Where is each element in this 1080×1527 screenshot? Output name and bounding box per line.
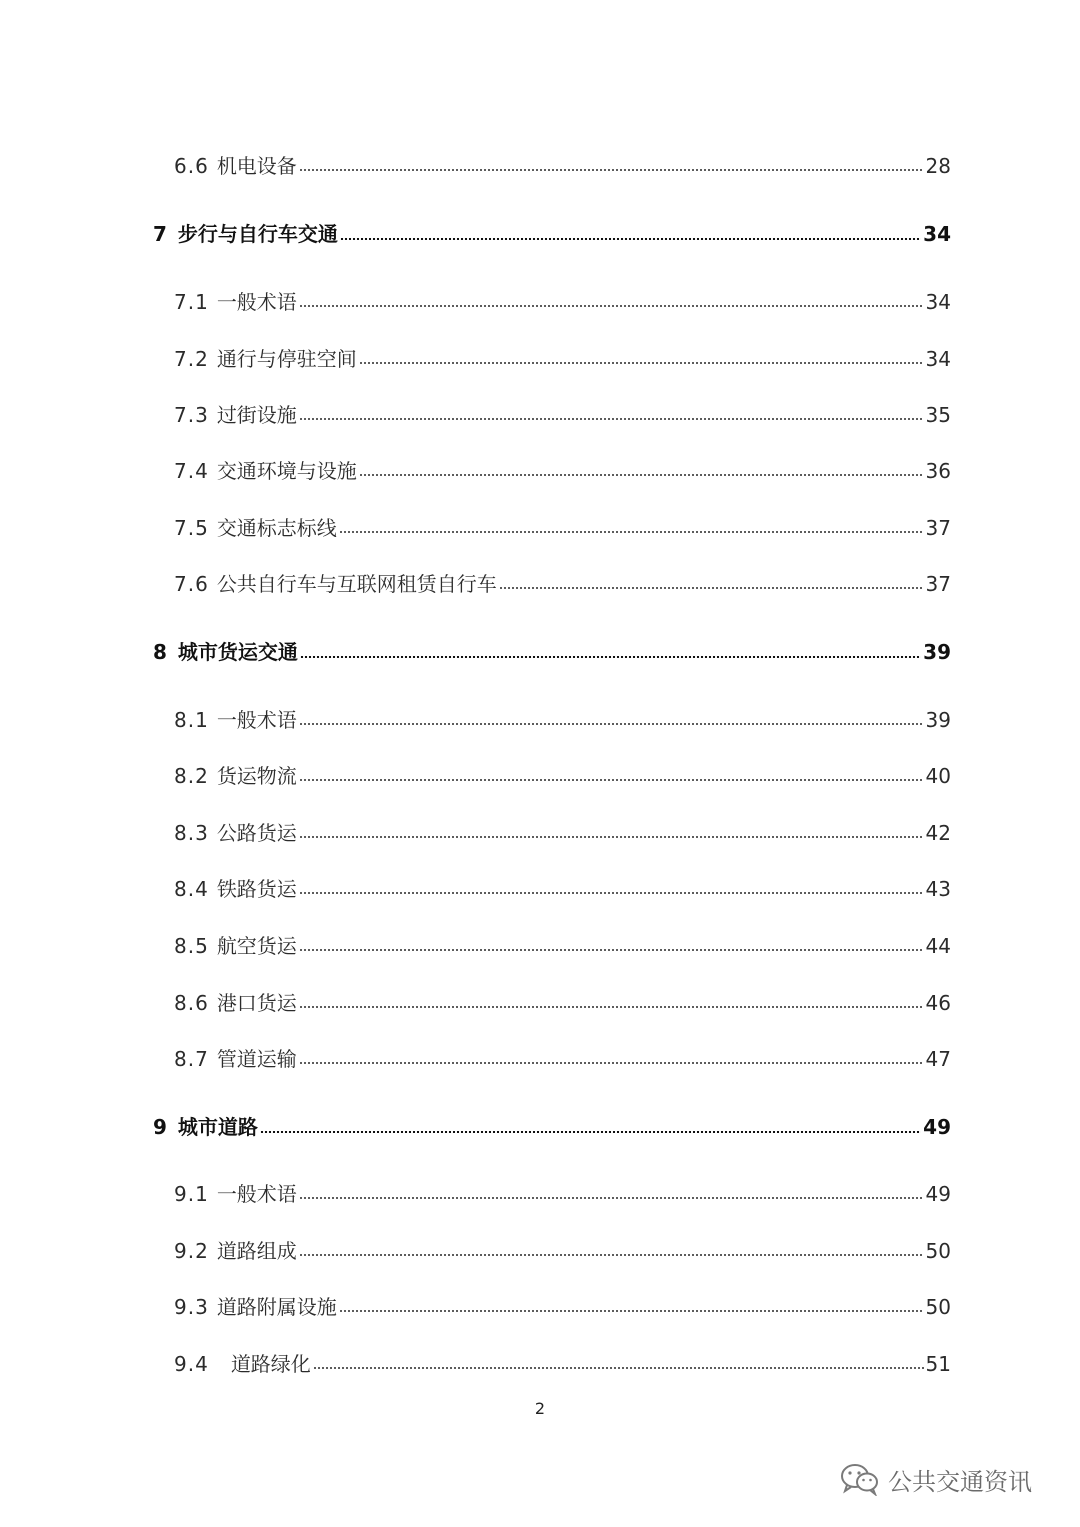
toc-dot-leader (299, 1006, 924, 1008)
toc-entry-number: 8.1 (174, 708, 209, 732)
toc-dot-leader (299, 836, 924, 838)
toc-entry-label (174, 993, 297, 1013)
toc-entry-label (174, 1354, 311, 1374)
toc-dot-leader (299, 949, 924, 951)
toc-entry-title: 货运物流 (216, 764, 297, 788)
toc-entry-page: 44 (925, 934, 951, 958)
watermark-text: 公共交通资讯 (888, 1467, 1032, 1496)
toc-entry-page: 36 (925, 459, 951, 483)
toc-entry-label (174, 292, 297, 312)
toc-entry-page: 34 (923, 222, 951, 246)
toc-entry-label (174, 879, 297, 899)
toc-section-row[interactable] (174, 1231, 951, 1261)
toc-section-row[interactable] (174, 508, 951, 538)
toc-entry-page: 34 (925, 347, 951, 371)
toc-dot-leader (313, 1367, 924, 1369)
toc-section-row[interactable] (174, 339, 951, 369)
toc-entry-page: 51 (925, 1352, 951, 1376)
toc-dot-leader (299, 779, 924, 781)
toc-dot-leader (499, 587, 924, 589)
toc-entry-number: 9.1 (174, 1182, 209, 1206)
toc-entry-title: 通行与停驻空间 (216, 347, 357, 371)
toc-entry-title: 公共自行车与互联网租赁自行车 (216, 572, 497, 596)
toc-entry-page: 40 (925, 764, 951, 788)
toc-section-row[interactable] (174, 282, 951, 312)
toc-entry-title: 道路绿化 (230, 1352, 311, 1376)
toc-section-row[interactable] (174, 1174, 951, 1204)
toc-section-row[interactable] (174, 1344, 951, 1374)
toc-entry-title: 机电设备 (216, 154, 297, 178)
toc-section-row[interactable] (174, 451, 951, 481)
toc-entry-title: 港口货运 (216, 991, 297, 1015)
toc-entry-number: 7.6 (174, 572, 209, 596)
toc-entry-page: 49 (925, 1182, 951, 1206)
toc-dot-leader (359, 362, 924, 364)
toc-entry-number: 9.2 (174, 1239, 209, 1263)
toc-entry-title: 城市道路 (177, 1115, 258, 1139)
toc-entry-label (174, 156, 297, 176)
toc-entry-number: 8 (153, 640, 168, 664)
toc-dot-leader (339, 531, 924, 533)
toc-entry-number: 8.5 (174, 934, 209, 958)
toc-entry-page: 37 (925, 572, 951, 596)
toc-entry-label (174, 574, 497, 594)
toc-entry-page: 39 (925, 708, 951, 732)
toc-entry-label (174, 461, 357, 481)
toc-entry-title: 公路货运 (216, 821, 297, 845)
toc-section-row[interactable] (174, 756, 951, 786)
toc-entry-label (153, 224, 338, 244)
toc-dot-leader (299, 169, 924, 171)
toc-dot-leader (299, 418, 924, 420)
toc-entry-title: 交通标志标线 (216, 516, 337, 540)
toc-entry-number: 7.1 (174, 290, 209, 314)
toc-entry-label (174, 405, 297, 425)
toc-entry-page: 43 (925, 877, 951, 901)
toc-entry-title: 航空货运 (216, 934, 297, 958)
page-number: 2 (534, 1399, 546, 1418)
toc-entry-title: 一般术语 (216, 1182, 297, 1206)
toc-dot-leader (300, 655, 921, 658)
toc-entry-number: 7.2 (174, 347, 209, 371)
toc-entry-title: 步行与自行车交通 (177, 222, 338, 246)
toc-entry-title: 铁路货运 (216, 877, 297, 901)
toc-entry-number: 9 (153, 1115, 168, 1139)
toc-entry-title: 过街设施 (216, 403, 297, 427)
toc-section-row[interactable] (174, 983, 951, 1013)
toc-entry-title: 城市货运交通 (177, 640, 298, 664)
toc-entry-label (153, 642, 298, 662)
watermark (840, 1459, 1032, 1499)
toc-section-row[interactable] (174, 926, 951, 956)
toc-section-row[interactable] (174, 869, 951, 899)
toc-entry-page: 42 (925, 821, 951, 845)
toc-entry-label (174, 518, 337, 538)
toc-entry-page: 47 (925, 1047, 951, 1071)
toc-entry-number: 9.3 (174, 1295, 209, 1319)
toc-dot-leader (299, 1197, 924, 1199)
toc-entry-label (174, 1297, 337, 1317)
toc-entry-number: 6.6 (174, 154, 209, 178)
toc-entry-title: 道路组成 (216, 1239, 297, 1263)
toc-section-row[interactable] (174, 1039, 951, 1069)
toc-section-row[interactable] (174, 146, 951, 176)
toc-entry-label (174, 936, 297, 956)
toc-dot-leader (260, 1130, 921, 1133)
toc-entry-title: 管道运输 (216, 1047, 297, 1071)
toc-entry-page: 50 (925, 1295, 951, 1319)
toc-entry-number: 7.4 (174, 459, 209, 483)
toc-chapter-row[interactable] (153, 1107, 951, 1137)
toc-entry-number: 8.3 (174, 821, 209, 845)
toc-entry-page: 34 (925, 290, 951, 314)
toc-entry-page: 39 (923, 640, 951, 664)
toc-entry-title: 道路附属设施 (216, 1295, 337, 1319)
toc-entry-label (174, 1184, 297, 1204)
toc-dot-leader (299, 723, 924, 725)
toc-entry-label (174, 1049, 297, 1069)
toc-section-row[interactable] (174, 395, 951, 425)
toc-entry-label (174, 349, 357, 369)
toc-entry-label (174, 823, 297, 843)
toc-entry-title: 一般术语 (216, 290, 297, 314)
toc-entry-number: 8.7 (174, 1047, 209, 1071)
toc-dot-leader (299, 892, 924, 894)
toc-dot-leader (299, 1062, 924, 1064)
toc-entry-number: 7 (153, 222, 168, 246)
toc-dot-leader (340, 237, 921, 240)
toc-chapter-row[interactable] (153, 214, 951, 244)
toc-dot-leader (359, 474, 924, 476)
wechat-icon (840, 1462, 880, 1496)
toc-entry-number: 8.2 (174, 764, 209, 788)
toc-entry-page: 37 (925, 516, 951, 540)
toc-chapter-row[interactable] (153, 632, 951, 662)
toc-section-row[interactable] (174, 813, 951, 843)
toc-entry-page: 28 (925, 154, 951, 178)
toc-section-row[interactable] (174, 1287, 951, 1317)
toc-entry-page: 49 (923, 1115, 951, 1139)
toc-section-row[interactable] (174, 564, 951, 594)
toc-entry-page: 46 (925, 991, 951, 1015)
toc-dot-leader (299, 1254, 924, 1256)
toc-entry-title: 一般术语 (216, 708, 297, 732)
toc-dot-leader (339, 1310, 924, 1312)
toc-entry-title: 交通环境与设施 (216, 459, 357, 483)
toc-entry-number: 7.5 (174, 516, 209, 540)
toc-entry-page: 50 (925, 1239, 951, 1263)
toc-entry-number: 8.6 (174, 991, 209, 1015)
toc-entry-number: 9.4 (174, 1352, 209, 1376)
toc-entry-label (153, 1117, 258, 1137)
toc-entry-label (174, 710, 297, 730)
toc-dot-leader (299, 305, 924, 307)
toc-section-row[interactable] (174, 700, 951, 730)
toc-entry-number: 7.3 (174, 403, 209, 427)
toc-entry-label (174, 766, 297, 786)
toc-entry-number: 8.4 (174, 877, 209, 901)
toc-entry-label (174, 1241, 297, 1261)
toc-entry-page: 35 (925, 403, 951, 427)
